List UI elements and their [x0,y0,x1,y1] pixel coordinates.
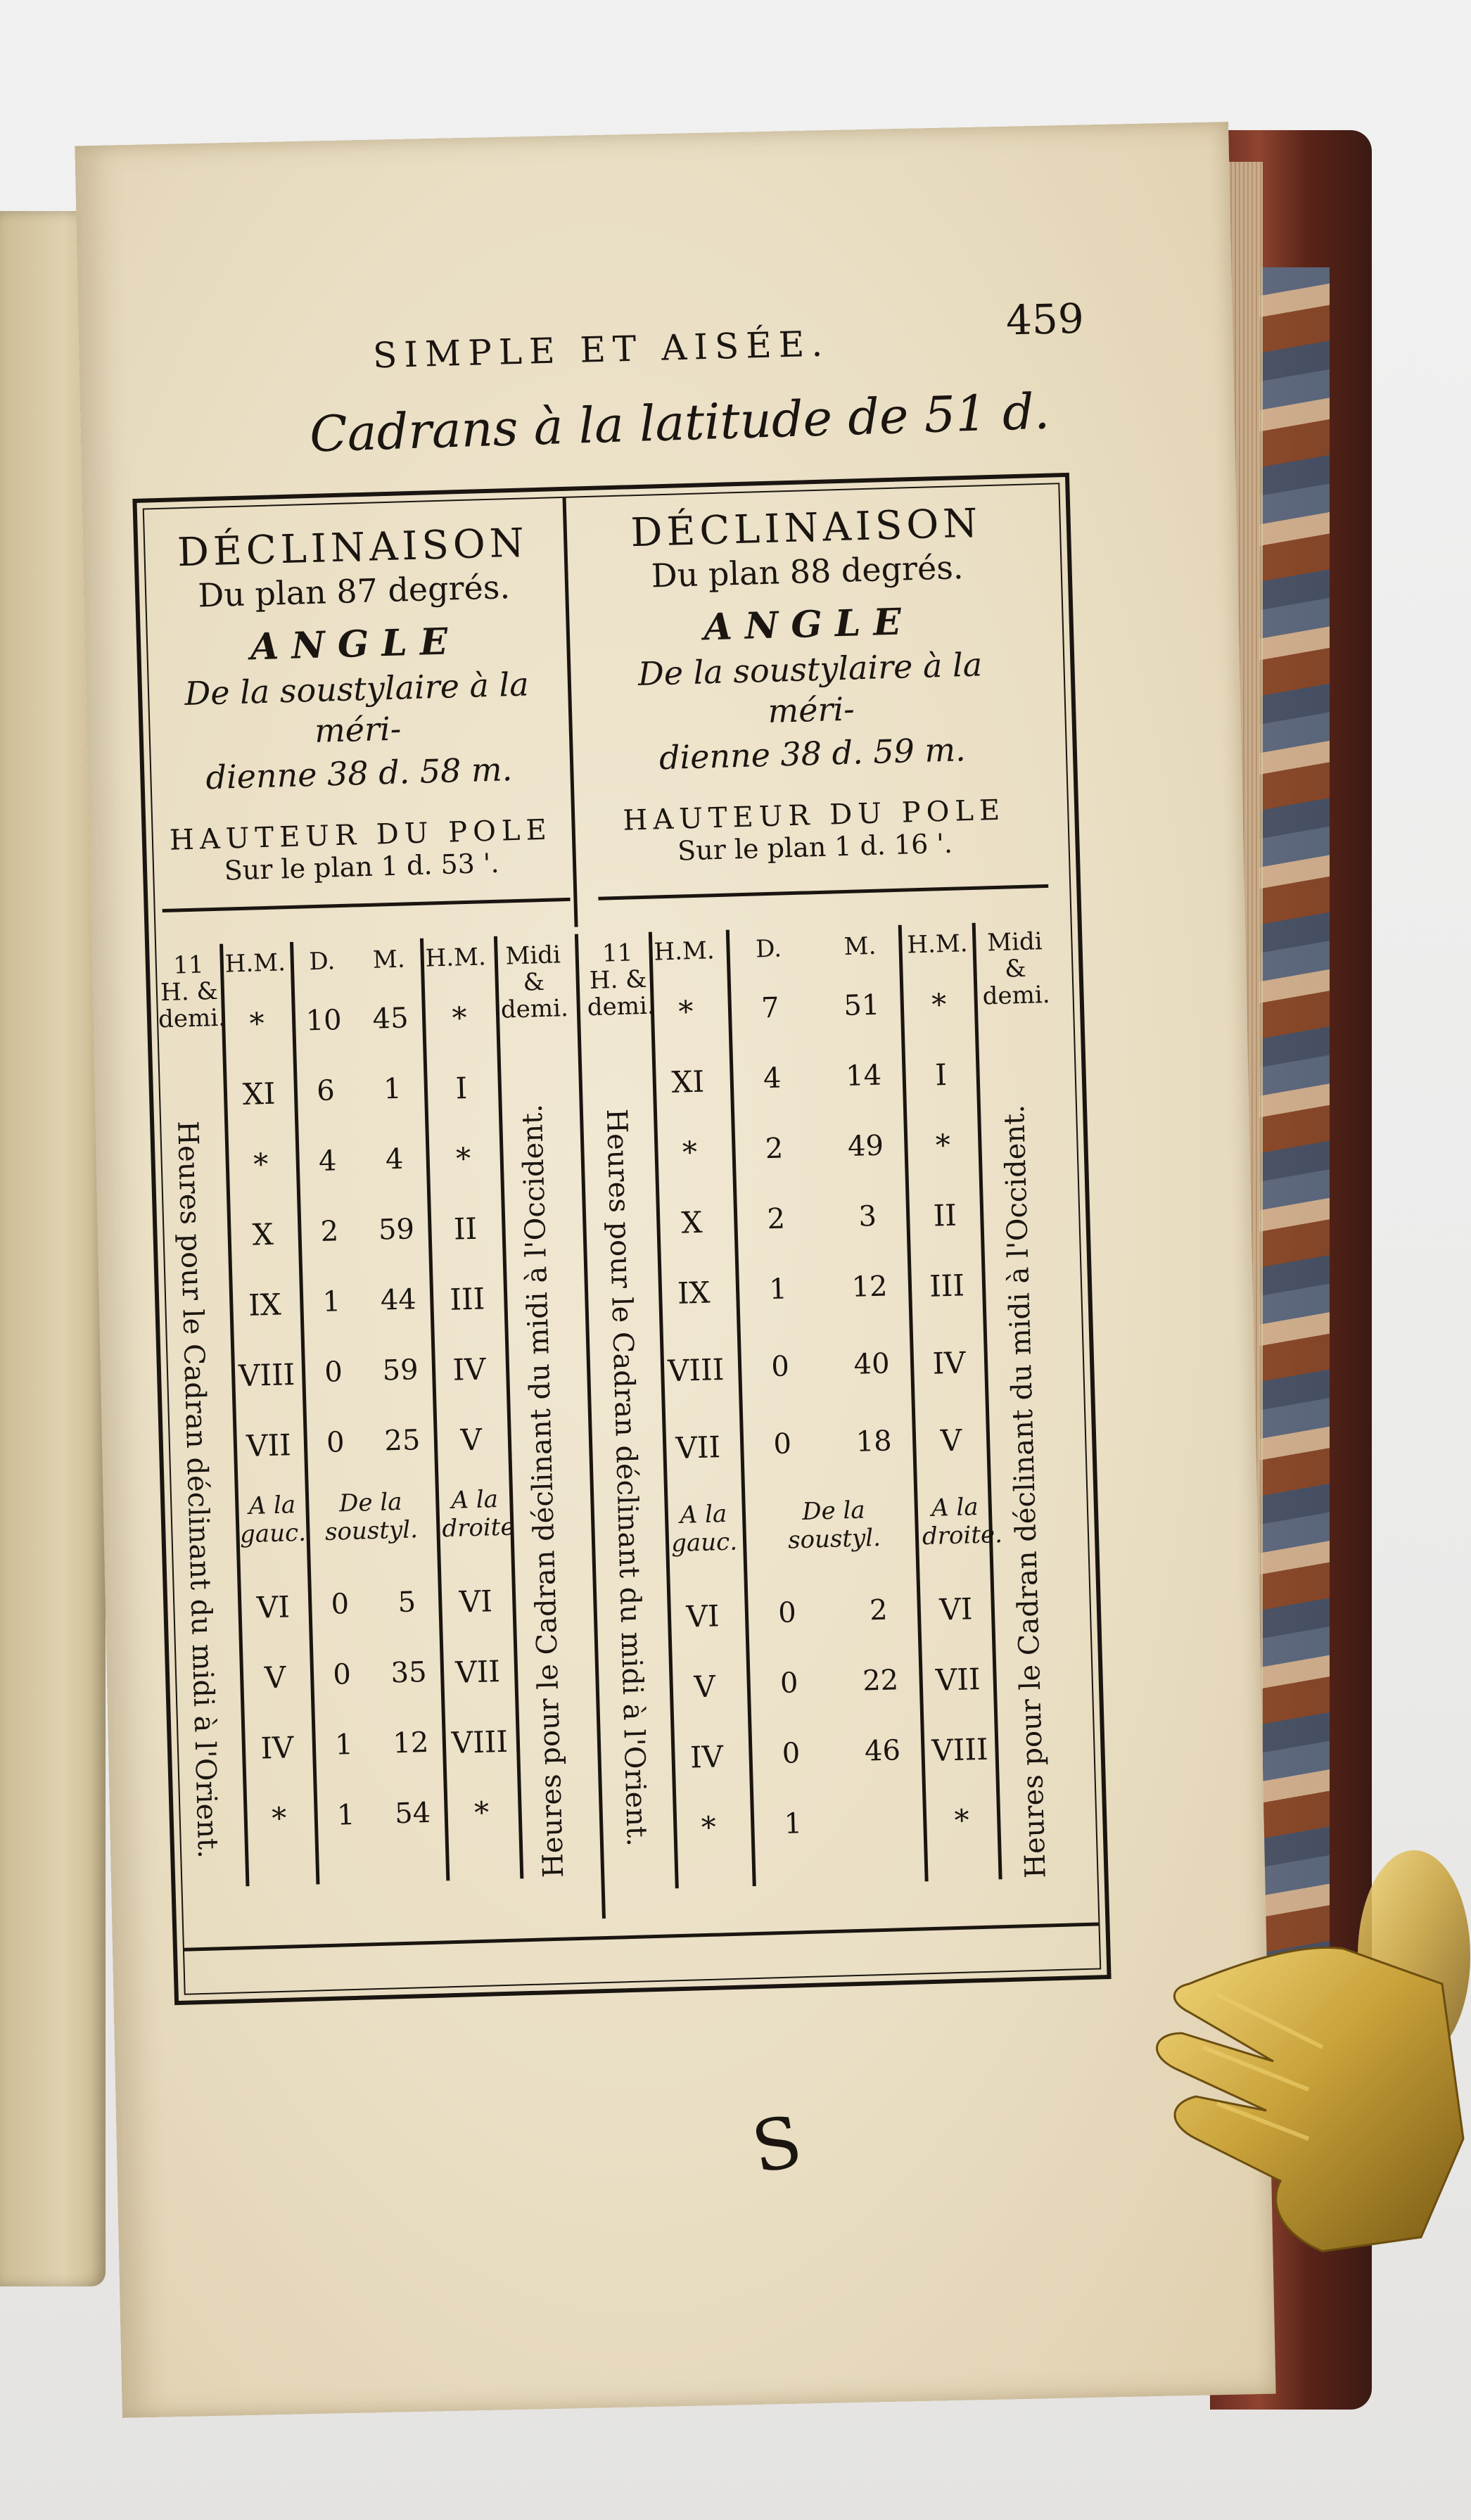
table-cell: VI [685,1598,720,1634]
col-head-m: M. [372,945,406,974]
table-cell: 4 [763,1062,782,1095]
table-cell: I [454,1071,468,1106]
table-cell: 2 [869,1593,889,1627]
table-cell: 45 [372,1002,409,1036]
hauteur-label: HAUTEUR DU POLE [622,794,1006,837]
table-cell: 1 [336,1798,356,1832]
table-cell: 18 [855,1425,893,1458]
table-cell: VI [256,1589,291,1625]
table-cell: 1 [783,1807,803,1840]
table-cell: VIII [667,1352,725,1389]
table-cell: * [473,1795,490,1831]
soustylaire-line-1: De la soustylaire à la méri- [637,645,983,730]
vertical-label-occident: Heures pour le Cadran déclinant du midi à l'Occident. [998,1104,1052,1879]
table-cell: 49 [847,1129,884,1163]
mid-label-center: De la soustyl. [324,1487,419,1546]
table-cell: 14 [845,1059,882,1093]
panel-divider [575,934,606,1919]
panel-1-header [155,519,559,887]
table-cell: 1 [383,1072,402,1106]
col-rule [972,923,1002,1880]
page-number: 459 [1005,294,1085,345]
table-cell: VII [935,1662,981,1698]
table-cell: X [251,1216,274,1252]
declinaison-label: DÉCLINAISON [630,500,983,556]
table-cell: 44 [380,1283,417,1317]
angle-label: ANGLE [250,620,461,669]
table-cell: 5 [397,1586,416,1619]
table-cell: 1 [321,1285,341,1318]
table-cell: IV [260,1730,295,1766]
table-cell: III [929,1268,965,1304]
table-cell: IV [689,1739,724,1775]
soustylaire-line-2: dienne 38 d. 58 m. [205,750,513,797]
running-head: SIMPLE ET AISÉE. [372,323,830,376]
col-head-hm-right: H.M. [906,929,969,960]
table-cell: 0 [777,1596,797,1629]
table-cell: 2 [766,1202,786,1236]
table-cell: * [271,1800,287,1836]
table-cell: V [460,1422,483,1458]
table-cell: 25 [383,1424,421,1458]
angle-label: ANGLE [703,600,915,649]
catchword: S [746,2099,808,2190]
table-cell: 0 [330,1588,350,1621]
mid-label-right: A la droite [441,1485,516,1544]
table-cell: 0 [779,1667,799,1700]
table-cell: 0 [770,1350,790,1384]
table-cell: * [451,1000,468,1036]
col-rule [290,942,319,1885]
section-title: Cadrans à la latitude de 51 d. [308,382,1051,464]
col-head-11h: 11 H. & demi. [158,950,227,1034]
col-head-hm: H.M. [654,936,715,967]
table-cell: 7 [760,991,780,1025]
table-cell: VI [938,1591,974,1627]
vertical-label-occident: Heures pour le Cadran déclinant du midi à l'Occident. [516,1103,571,1878]
bottom-rule [184,1922,1099,1951]
vertical-label-orient: Heures pour le Cadran déclinant du midi à l'Orient. [171,1120,224,1859]
table-cell: 0 [332,1658,352,1691]
table-cell: VIII [451,1724,509,1761]
table-cell: 4 [385,1143,405,1176]
table-cell: 0 [324,1356,343,1389]
table-cell: IV [931,1345,967,1381]
mid-label-center: De la soustyl. [787,1496,881,1555]
soustylaire-line-2: dienne 38 d. 59 m. [658,730,967,777]
sur-plan-label: Sur le plan 1 d. 16 '. [677,827,953,867]
table-cell: * [249,1006,265,1041]
col-head-midi: Midi & demi. [982,927,1051,1011]
table-cell: VIII [238,1357,295,1394]
col-rule [219,944,249,1887]
table-cell: 4 [318,1145,338,1178]
table-cell: 2 [765,1132,784,1166]
table-cell: IX [677,1275,711,1311]
table-cell [863,1805,905,1806]
brass-page-holder [1112,1843,1471,2279]
table-cell: VII [246,1427,292,1464]
table-cell: 51 [843,988,880,1023]
table-cell: 12 [392,1726,429,1760]
table-cell: * [701,1809,717,1845]
mid-label-left: A la gauc. [239,1491,307,1549]
table-cell: V [940,1423,963,1458]
table-cell: 6 [316,1074,336,1108]
table-cell: * [677,994,694,1029]
mid-label-right: A la droite. [922,1493,1003,1551]
plan-label: Du plan 88 degrés. [651,548,964,595]
table-cell: 59 [378,1213,415,1247]
table-cell: * [682,1134,698,1170]
table-cell: IV [452,1351,487,1387]
col-rule [898,925,929,1882]
table-cell: VII [675,1430,721,1465]
table-cell: * [954,1802,970,1838]
sundial-table [132,473,1111,2005]
table-cell: V [693,1669,716,1705]
table-cell: X [680,1204,703,1240]
table-cell: 0 [782,1737,801,1770]
table-cell: 1 [768,1273,788,1306]
hauteur-label: HAUTEUR DU POLE [169,813,553,857]
col-head-hm-right: H.M. [425,943,487,973]
table-cell: XI [242,1076,276,1112]
sur-plan-label: Sur le plan 1 d. 53 '. [224,847,500,886]
col-head-midi: Midi & demi. [500,941,569,1024]
soustylaire-line-1: De la soustylaire à la méri- [184,665,530,750]
plan-label: Du plan 87 degrés. [197,568,511,615]
table-cell: VIII [931,1731,989,1768]
table-cell: 59 [382,1354,419,1387]
table-cell: 35 [390,1655,428,1690]
col-rule [420,938,450,1881]
table-cell: * [253,1147,269,1182]
header-rule-left [163,898,571,912]
header-rule-right [598,884,1048,901]
table-cell: 0 [772,1427,792,1461]
table-cell: 3 [858,1199,877,1233]
vertical-label-orient: Heures pour le Cadran déclinant du midi à l'Orient. [599,1108,654,1847]
table-cell: I [934,1057,948,1093]
table-cell: * [455,1140,471,1176]
table-cell: II [932,1197,957,1233]
table-cell: 10 [305,1004,343,1038]
table-cell: * [935,1127,951,1163]
mid-label-left: A la gauc. [670,1499,738,1558]
table-cell: III [449,1281,485,1317]
table-cell: 2 [320,1215,339,1248]
table-cell: 40 [853,1347,891,1381]
panel-2-header [587,499,1033,869]
col-head-hm: H.M. [224,948,286,979]
table-cell: XI [670,1064,705,1100]
col-head-m: M. [843,931,877,962]
table-cell: VII [454,1654,501,1690]
table-cell: V [264,1660,287,1695]
table-cell: 1 [334,1728,354,1762]
declinaison-label: DÉCLINAISON [177,520,529,576]
table-cell: 54 [394,1796,431,1831]
table-cell: 12 [851,1270,889,1304]
col-head-d: D. [755,934,782,964]
table-cell: 46 [864,1734,901,1768]
col-head-11h: 11 H. & demi. [587,938,656,1022]
table-cell: 22 [862,1664,899,1698]
header-divider [563,498,578,927]
table-cell: VI [459,1584,493,1619]
table-cell: IX [248,1287,282,1323]
col-rule [649,932,679,1889]
col-head-d: D. [308,947,336,976]
table-cell: * [931,986,948,1022]
table-cell: 0 [326,1426,345,1459]
col-rule [726,930,756,1887]
col-rule [494,936,523,1879]
table-cell: II [453,1211,478,1247]
